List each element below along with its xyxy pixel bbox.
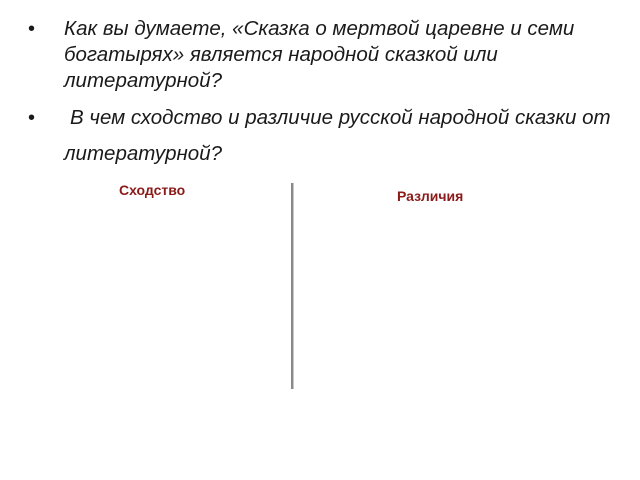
similarities-heading: Сходство (119, 182, 186, 198)
question-text: В чем сходство и различие русской народной сказки от литературной? (64, 106, 611, 165)
question-item (28, 16, 618, 94)
differences-heading: Различия (397, 188, 464, 204)
column-divider (291, 183, 293, 389)
question-text: Как вы думаете, «Сказка о мертвой царевне и семи богатырях» является народной сказкой или литературной? (64, 17, 575, 92)
bullet-icon: • (28, 18, 36, 40)
question-item (28, 100, 618, 172)
question-list (28, 16, 618, 172)
bullet-icon: • (28, 107, 36, 129)
